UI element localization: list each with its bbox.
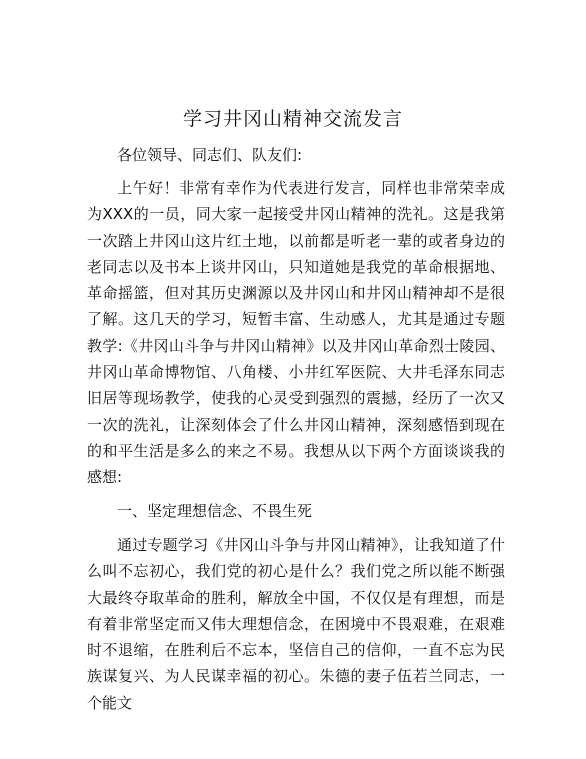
salutation: 各位领导、同志们、队友们: xyxy=(117,146,303,164)
paragraph-section-one: 通过专题学习《井冈山斗争与井冈山精神》，让我知道了什么叫不忘初心，我们党的初心是什么？我们党之所以能不断强大最终夺取革命的胜利，解放全中国，不仅仅是有理想，而是有着非常坚定而又伟大理想信念，在困境中不畏艰难，在艰难时不退缩，在胜利后不忘本，坚信自己的信仰，一直不忘为民族谋复兴、为人民谋幸福的初心。朱德的妻子伍若兰同志，一个能文 xyxy=(87,536,505,712)
section-heading: 一、坚定理想信念、不畏生死 xyxy=(117,502,313,520)
document-title: 学习井冈山精神交流发言 xyxy=(182,108,403,130)
paragraph-intro: 上午好！非常有幸作为代表进行发言，同样也非常荣幸成为XXX的一员，同大家一起接受井冈山精神的洗礼。这是我第一次踏上井冈山这片红土地，以前都是听老一辈的或者身边的老同志以及书本上谈井冈山，只知道她是我党的革命根据地、革命摇篮，但对其历史渊源以及井冈山和井冈山精神却不是很了解。这几天的学习，短暂丰富、生动感人，尤其是通过专题教学:《井冈山斗争与井冈山精神》以及井冈山革命烈士陵园、井冈山革命博物馆、八角楼、小井红军医院、大井毛泽东同志旧居等现场教学，使我的心灵受到强烈的震撼，经历了一次又一次的洗礼，让深刻体会了什么井冈山精神，深刻感悟到现在的和平生活是多么的来之不易。我想从以下两个方面谈谈我的感想: xyxy=(87,179,505,487)
